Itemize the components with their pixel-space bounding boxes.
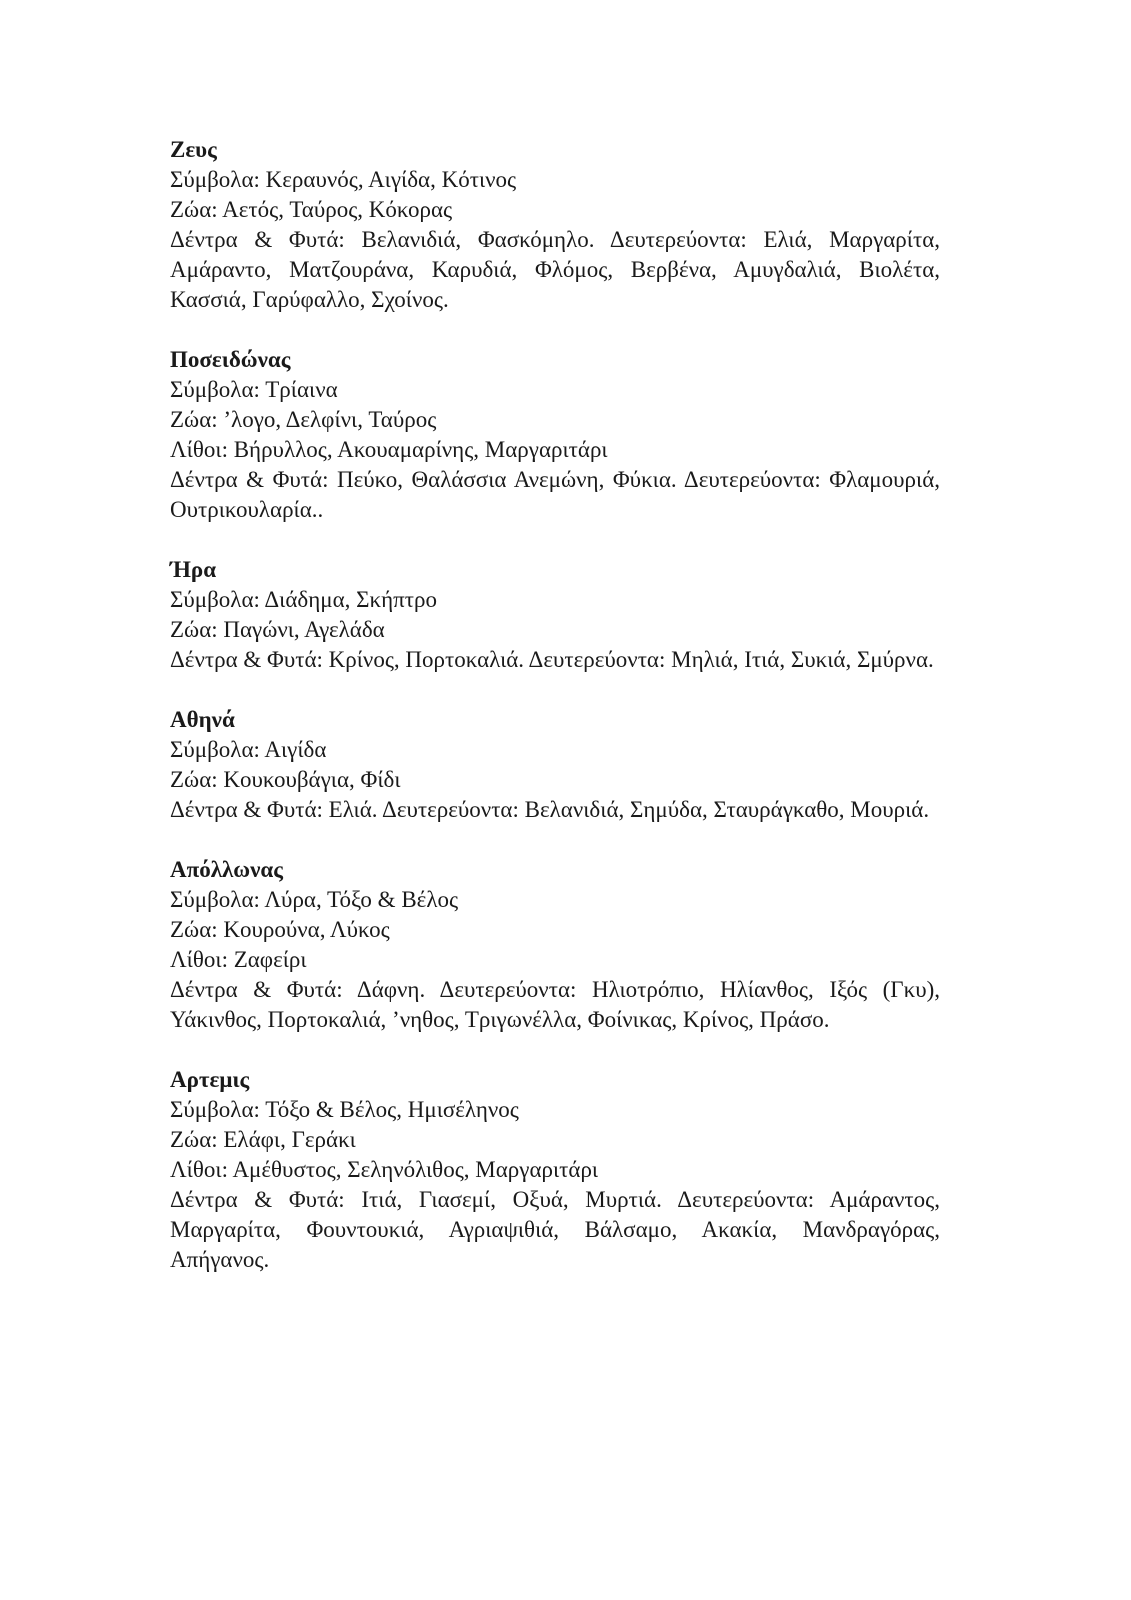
stones-line: Λίθοι: Βήρυλλος, Ακουαμαρίνης, Μαργαριτάρι	[170, 437, 608, 462]
document-page	[170, 135, 940, 1305]
section-poseidon	[170, 345, 940, 525]
symbols-line: Σύμβολα: Διάδημα, Σκήπτρο	[170, 587, 437, 612]
plants-line: Δέντρα & Φυτά: Ιτιά, Γιασεμί, Οξυά, Μυρτιά. Δευτερεύοντα: Αμάραντος, Μαργαρίτα, Φουντουκιά, Αγριαψιθιά, Βάλσαμο, Ακακία, Μανδραγόρας, Απήγανος.	[170, 1187, 940, 1272]
stones-line: Λίθοι: Αμέθυστος, Σεληνόλιθος, Μαργαριτάρι	[170, 1157, 599, 1182]
plants-line: Δέντρα & Φυτά: Πεύκο, Θαλάσσια Ανεμώνη, Φύκια. Δευτερεύοντα: Φλαμουριά, Ουτρικουλαρία..	[170, 467, 940, 522]
section-heading: Ζευς	[170, 137, 217, 162]
animals-line: Ζώα: Αετός, Ταύρος, Κόκορας	[170, 197, 453, 222]
animals-line: Ζώα: Κουκουβάγια, Φίδι	[170, 767, 401, 792]
symbols-line: Σύμβολα: Αιγίδα	[170, 737, 327, 762]
animals-line: Ζώα: Παγώνι, Αγελάδα	[170, 617, 385, 642]
symbols-line: Σύμβολα: Τόξο & Βέλος, Ημισέληνος	[170, 1097, 519, 1122]
section-heading: Αθηνά	[170, 707, 235, 732]
plants-line: Δέντρα & Φυτά: Δάφνη. Δευτερεύοντα: Ηλιοτρόπιο, Ηλίανθος, Ιξός (Γκυ), Υάκινθος, Πορτοκαλιά, ’νηθος, Τριγωνέλλα, Φοίνικας, Κρίνος, Πράσο.	[170, 977, 940, 1032]
animals-line: Ζώα: Ελάφι, Γεράκι	[170, 1127, 356, 1152]
section-heading: Αρτεμις	[170, 1067, 250, 1092]
section-artemis	[170, 1065, 940, 1275]
section-heading: Απόλλωνας	[170, 857, 283, 882]
plants-line: Δέντρα & Φυτά: Ελιά. Δευτερεύοντα: Βελανιδιά, Σημύδα, Σταυράγκαθο, Μουριά.	[170, 797, 930, 822]
symbols-line: Σύμβολα: Λύρα, Τόξο & Βέλος	[170, 887, 459, 912]
animals-line: Ζώα: Κουρούνα, Λύκος	[170, 917, 390, 942]
stones-line: Λίθοι: Ζαφείρι	[170, 947, 307, 972]
symbols-line: Σύμβολα: Τρίαινα	[170, 377, 338, 402]
section-apollo	[170, 855, 940, 1035]
section-heading: Ποσειδώνας	[170, 347, 291, 372]
symbols-line: Σύμβολα: Κεραυνός, Αιγίδα, Κότινος	[170, 167, 517, 192]
section-athena	[170, 705, 940, 825]
section-zeus	[170, 135, 940, 315]
plants-line: Δέντρα & Φυτά: Βελανιδιά, Φασκόμηλο. Δευτερεύοντα: Ελιά, Μαργαρίτα, Αμάραντο, Ματζουράνα, Καρυδιά, Φλόμος, Βερβένα, Αμυγδαλιά, Βιολέτα, Κασσιά, Γαρύφαλλο, Σχοίνος.	[170, 227, 940, 312]
section-hera	[170, 555, 940, 675]
section-heading: Ήρα	[170, 557, 217, 582]
plants-line: Δέντρα & Φυτά: Κρίνος, Πορτοκαλιά. Δευτερεύοντα: Μηλιά, Ιτιά, Συκιά, Σμύρνα.	[170, 647, 934, 672]
animals-line: Ζώα: ’λογο, Δελφίνι, Ταύρος	[170, 407, 437, 432]
